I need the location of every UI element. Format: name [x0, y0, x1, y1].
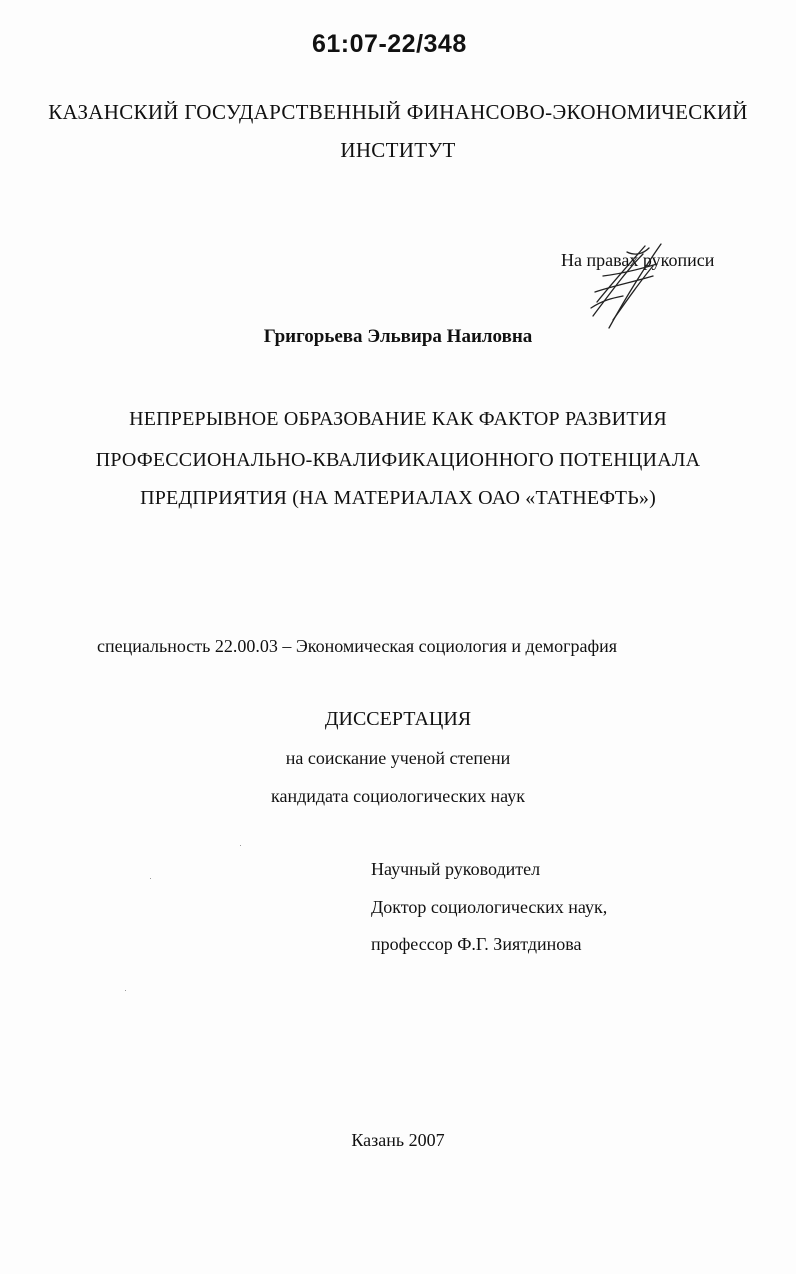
degree-line-2: кандидата социологических наук [271, 786, 525, 806]
institute-name-line-1: КАЗАНСКИЙ ГОСУДАРСТВЕННЫЙ ФИНАНСОВО-ЭКОНОМИЧЕСКИЙ [48, 100, 748, 124]
thesis-title-line-1: НЕПРЕРЫВНОЕ ОБРАЗОВАНИЕ КАК ФАКТОР РАЗВИТИЯ [129, 408, 667, 430]
scan-speck [150, 878, 151, 879]
handwritten-signature [583, 240, 673, 340]
supervisor-name: профессор Ф.Г. Зиятдинова [371, 934, 582, 954]
manuscript-rights-note: На правах рукописи [561, 250, 715, 270]
scan-speck [125, 990, 126, 991]
supervisor-degree: Доктор социологических наук, [371, 897, 608, 917]
author-name: Григорьева Эльвира Наиловна [263, 326, 533, 347]
institute-name-line-2: ИНСТИТУТ [340, 138, 456, 162]
degree-line-1: на соискание ученой степени [285, 748, 511, 768]
specialty-line: специальность 22.00.03 – Экономическая социология и демография [97, 636, 618, 656]
thesis-title-line-3: ПРЕДПРИЯТИЯ (НА МАТЕРИАЛАХ ОАО «ТАТНЕФТЬ») [140, 487, 656, 509]
supervisor-label: Научный руководител [371, 859, 541, 879]
scan-speck [240, 845, 241, 846]
thesis-title-line-2: ПРОФЕССИОНАЛЬНО-КВАЛИФИКАЦИОННОГО ПОТЕНЦИАЛА [95, 449, 701, 471]
catalog-number: 61:07-22/348 [312, 30, 467, 58]
city-year: Казань 2007 [351, 1130, 445, 1150]
document-type: ДИССЕРТАЦИЯ [324, 708, 472, 730]
